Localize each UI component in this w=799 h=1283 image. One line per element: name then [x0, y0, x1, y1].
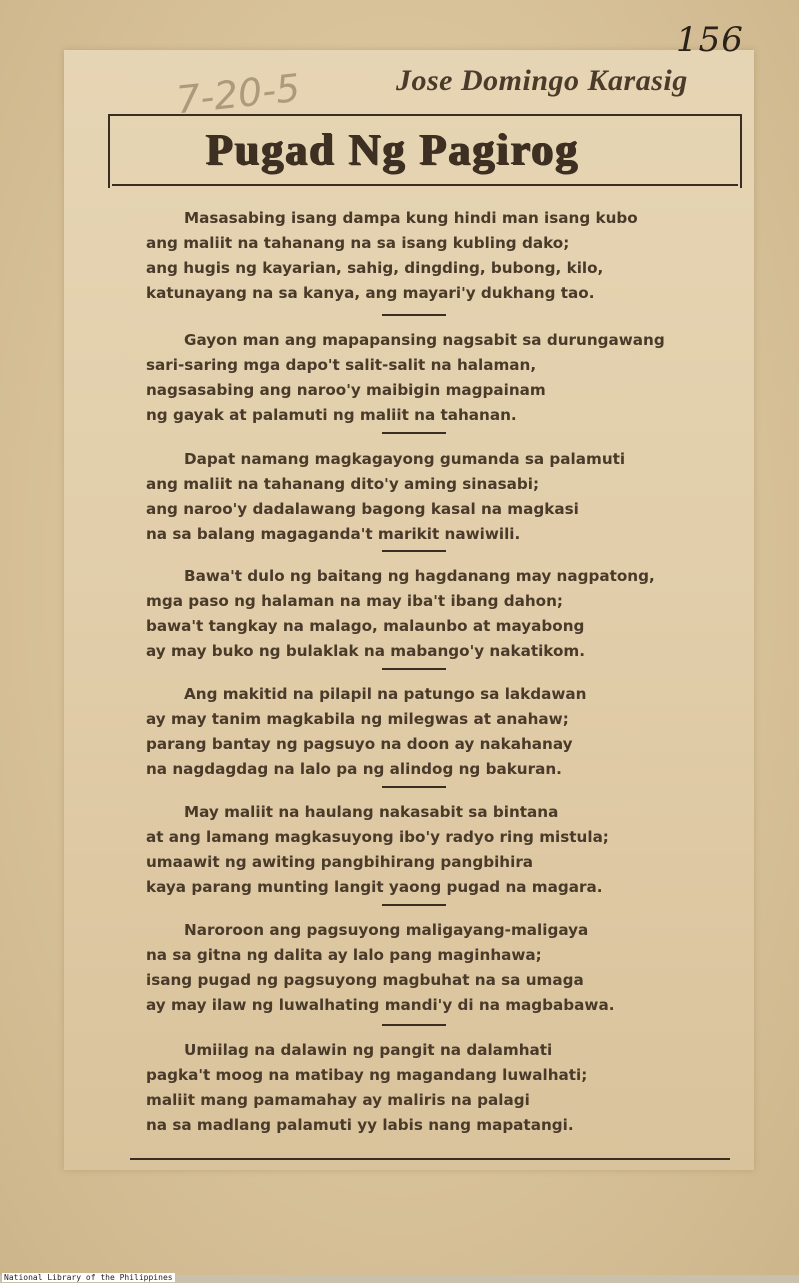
stanza-3	[146, 447, 706, 547]
stanza-divider	[382, 668, 446, 670]
poem-line: nagsasabing ang naroo'y maibigin magpainam	[146, 381, 546, 399]
poem-line: kaya parang munting langit yaong pugad na magara.	[146, 878, 603, 896]
poem-line: bawa't tangkay na malago, malaunbo at mayabong	[146, 617, 585, 635]
poem-line: Bawa't dulo ng baitang ng hagdanang may nagpatong,	[184, 567, 655, 585]
stanza-divider	[382, 904, 446, 906]
stanza-5	[146, 682, 706, 782]
stanza-divider	[382, 550, 446, 552]
poem-line: ng gayak at palamuti ng maliit na tahanan.	[146, 406, 517, 424]
stanza-4	[146, 564, 706, 664]
stanza-7	[146, 918, 706, 1018]
stanza-8	[146, 1038, 706, 1138]
poem-line: May maliit na haulang nakasabit sa bintana	[184, 803, 559, 821]
poem-line: maliit mang pamamahay ay maliris na palagi	[146, 1091, 530, 1109]
poem-line: ay may ilaw ng luwalhating mandi'y di na magbabawa.	[146, 996, 615, 1014]
stanza-divider	[382, 786, 446, 788]
poem-line: parang bantay ng pagsuyo na doon ay nakahanay	[146, 735, 573, 753]
poem-line: isang pugad ng pagsuyong magbuhat na sa umaga	[146, 971, 584, 989]
poem-line: at ang lamang magkasuyong ibo'y radyo ring mistula;	[146, 828, 609, 846]
poem-line: Dapat namang magkagayong gumanda sa palamuti	[184, 450, 626, 468]
stanza-1	[146, 206, 706, 306]
stanza-divider	[382, 432, 446, 434]
stanza-divider	[382, 314, 446, 316]
poem-title: Pugad Ng Pagirog	[206, 125, 580, 174]
poem-line: Masasabing isang dampa kung hindi man isang kubo	[184, 209, 638, 227]
poem-line: ay may tanim magkabila ng milegwas at anahaw;	[146, 710, 569, 728]
poem-line: ang naroo'y dadalawang bagong kasal na magkasi	[146, 500, 579, 518]
stanza-divider	[382, 1024, 446, 1026]
poem-line: mga paso ng halaman na may iba't ibang dahon;	[146, 592, 563, 610]
poem-line: Gayon man ang mapapansing nagsabit sa durungawang	[184, 331, 665, 349]
poem-line: na sa balang magaganda't marikit nawiwili.	[146, 525, 521, 543]
poem-line: na nagdagdag na lalo pa ng alindog ng bakuran.	[146, 760, 562, 778]
poem-line: umaawit ng awiting pangbihirang pangbihira	[146, 853, 534, 871]
handwritten-date: 7-20-5	[174, 65, 303, 123]
poem-line: na sa madlang palamuti yy labis nang mapatangi.	[146, 1116, 574, 1134]
poem-line: ang hugis ng kayarian, sahig, dingding, bubong, kilo,	[146, 259, 604, 277]
poem-line: sari-saring mga dapo't salit-salit na halaman,	[146, 356, 537, 374]
library-footer: National Library of the Philippines	[4, 1273, 173, 1282]
title-rule	[112, 184, 738, 186]
poem-line: Umiilag na dalawin ng pangit na dalamhati	[184, 1041, 553, 1059]
poem-line: ang maliit na tahanang dito'y aming sinasabi;	[146, 475, 540, 493]
poem-line: Ang makitid na pilapil na patungo sa lakdawan	[184, 685, 587, 703]
poem-line: na sa gitna ng dalita ay lalo pang maginhawa;	[146, 946, 542, 964]
bottom-rule	[130, 1158, 730, 1160]
page-number: 156	[676, 20, 744, 60]
poem-line: pagka't moog na matibay ng magandang luwalhati;	[146, 1066, 588, 1084]
stanza-6	[146, 800, 706, 900]
poem-line: katunayang na sa kanya, ang mayari'y dukhang tao.	[146, 284, 595, 302]
poem-line: Naroroon ang pagsuyong maligayang-maligaya	[184, 921, 589, 939]
poem-line: ay may buko ng bulaklak na mabango'y nakatikom.	[146, 642, 586, 660]
author-name: Jose Domingo Karasig	[396, 64, 688, 97]
poem-line: ang maliit na tahanang na sa isang kubling dako;	[146, 234, 570, 252]
stanza-2	[146, 328, 706, 428]
